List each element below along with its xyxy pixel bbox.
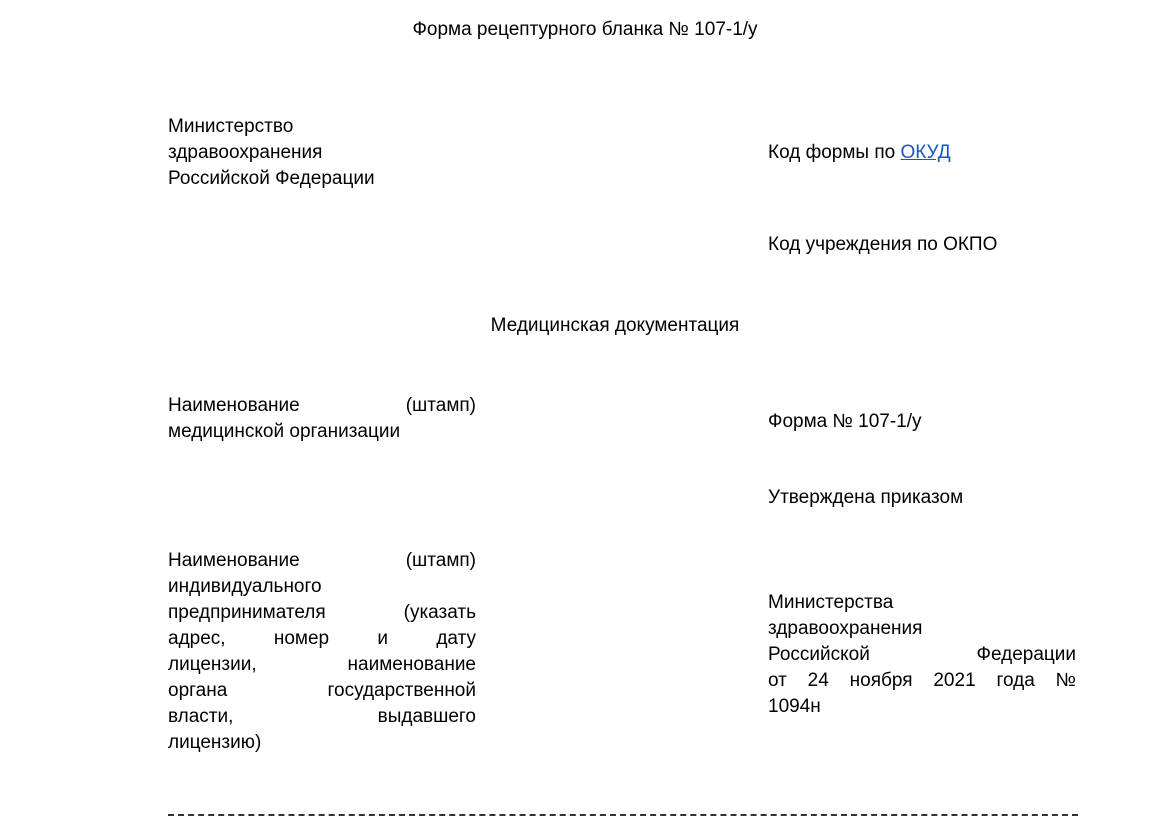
- okud-link[interactable]: ОКУД: [900, 142, 951, 163]
- page-title: Форма рецептурного бланка № 107-1/у: [412, 19, 758, 40]
- order-line: от 24 ноября 2021 года №: [768, 670, 1076, 691]
- org-stamp-line: Наименование (штамп): [168, 395, 476, 416]
- order-line: здравоохранения: [768, 618, 923, 639]
- ip-stamp-line: предпринимателя (указать: [168, 602, 476, 623]
- order-line: Российской Федерации: [768, 644, 1076, 665]
- ip-stamp-line: лицензии, наименование: [168, 654, 476, 675]
- okud-line: [768, 140, 1098, 166]
- ip-stamp-block: [168, 548, 476, 756]
- ip-stamp-line: лицензию): [168, 732, 262, 753]
- ip-stamp-line: индивидуального: [168, 576, 322, 597]
- form-number: Форма № 107-1/у: [768, 411, 922, 432]
- order-block: [768, 590, 1076, 720]
- ministry-line: Министерство: [168, 116, 294, 137]
- org-stamp-block: [168, 393, 476, 445]
- okpo-label: Код учреждения по ОКПО: [768, 234, 998, 255]
- ip-stamp-line: органа государственной: [168, 680, 476, 701]
- med-doc-heading: Медицинская документация: [490, 315, 740, 336]
- approved-label: Утверждена приказом: [768, 487, 964, 508]
- okud-label: Код формы по: [768, 142, 901, 163]
- ip-stamp-line: Наименование (штамп): [168, 550, 476, 571]
- ip-stamp-line: адрес, номер и дату: [168, 628, 476, 649]
- ip-stamp-line: власти, выдавшего: [168, 706, 476, 727]
- ministry-block: [168, 114, 468, 192]
- org-stamp-line: медицинской организации: [168, 421, 401, 442]
- dashed-separator: [168, 814, 1078, 816]
- ministry-line: Российской Федерации: [168, 168, 375, 189]
- ministry-line: здравоохранения: [168, 142, 323, 163]
- order-line: Министерства: [768, 592, 894, 613]
- order-line: 1094н: [768, 696, 821, 717]
